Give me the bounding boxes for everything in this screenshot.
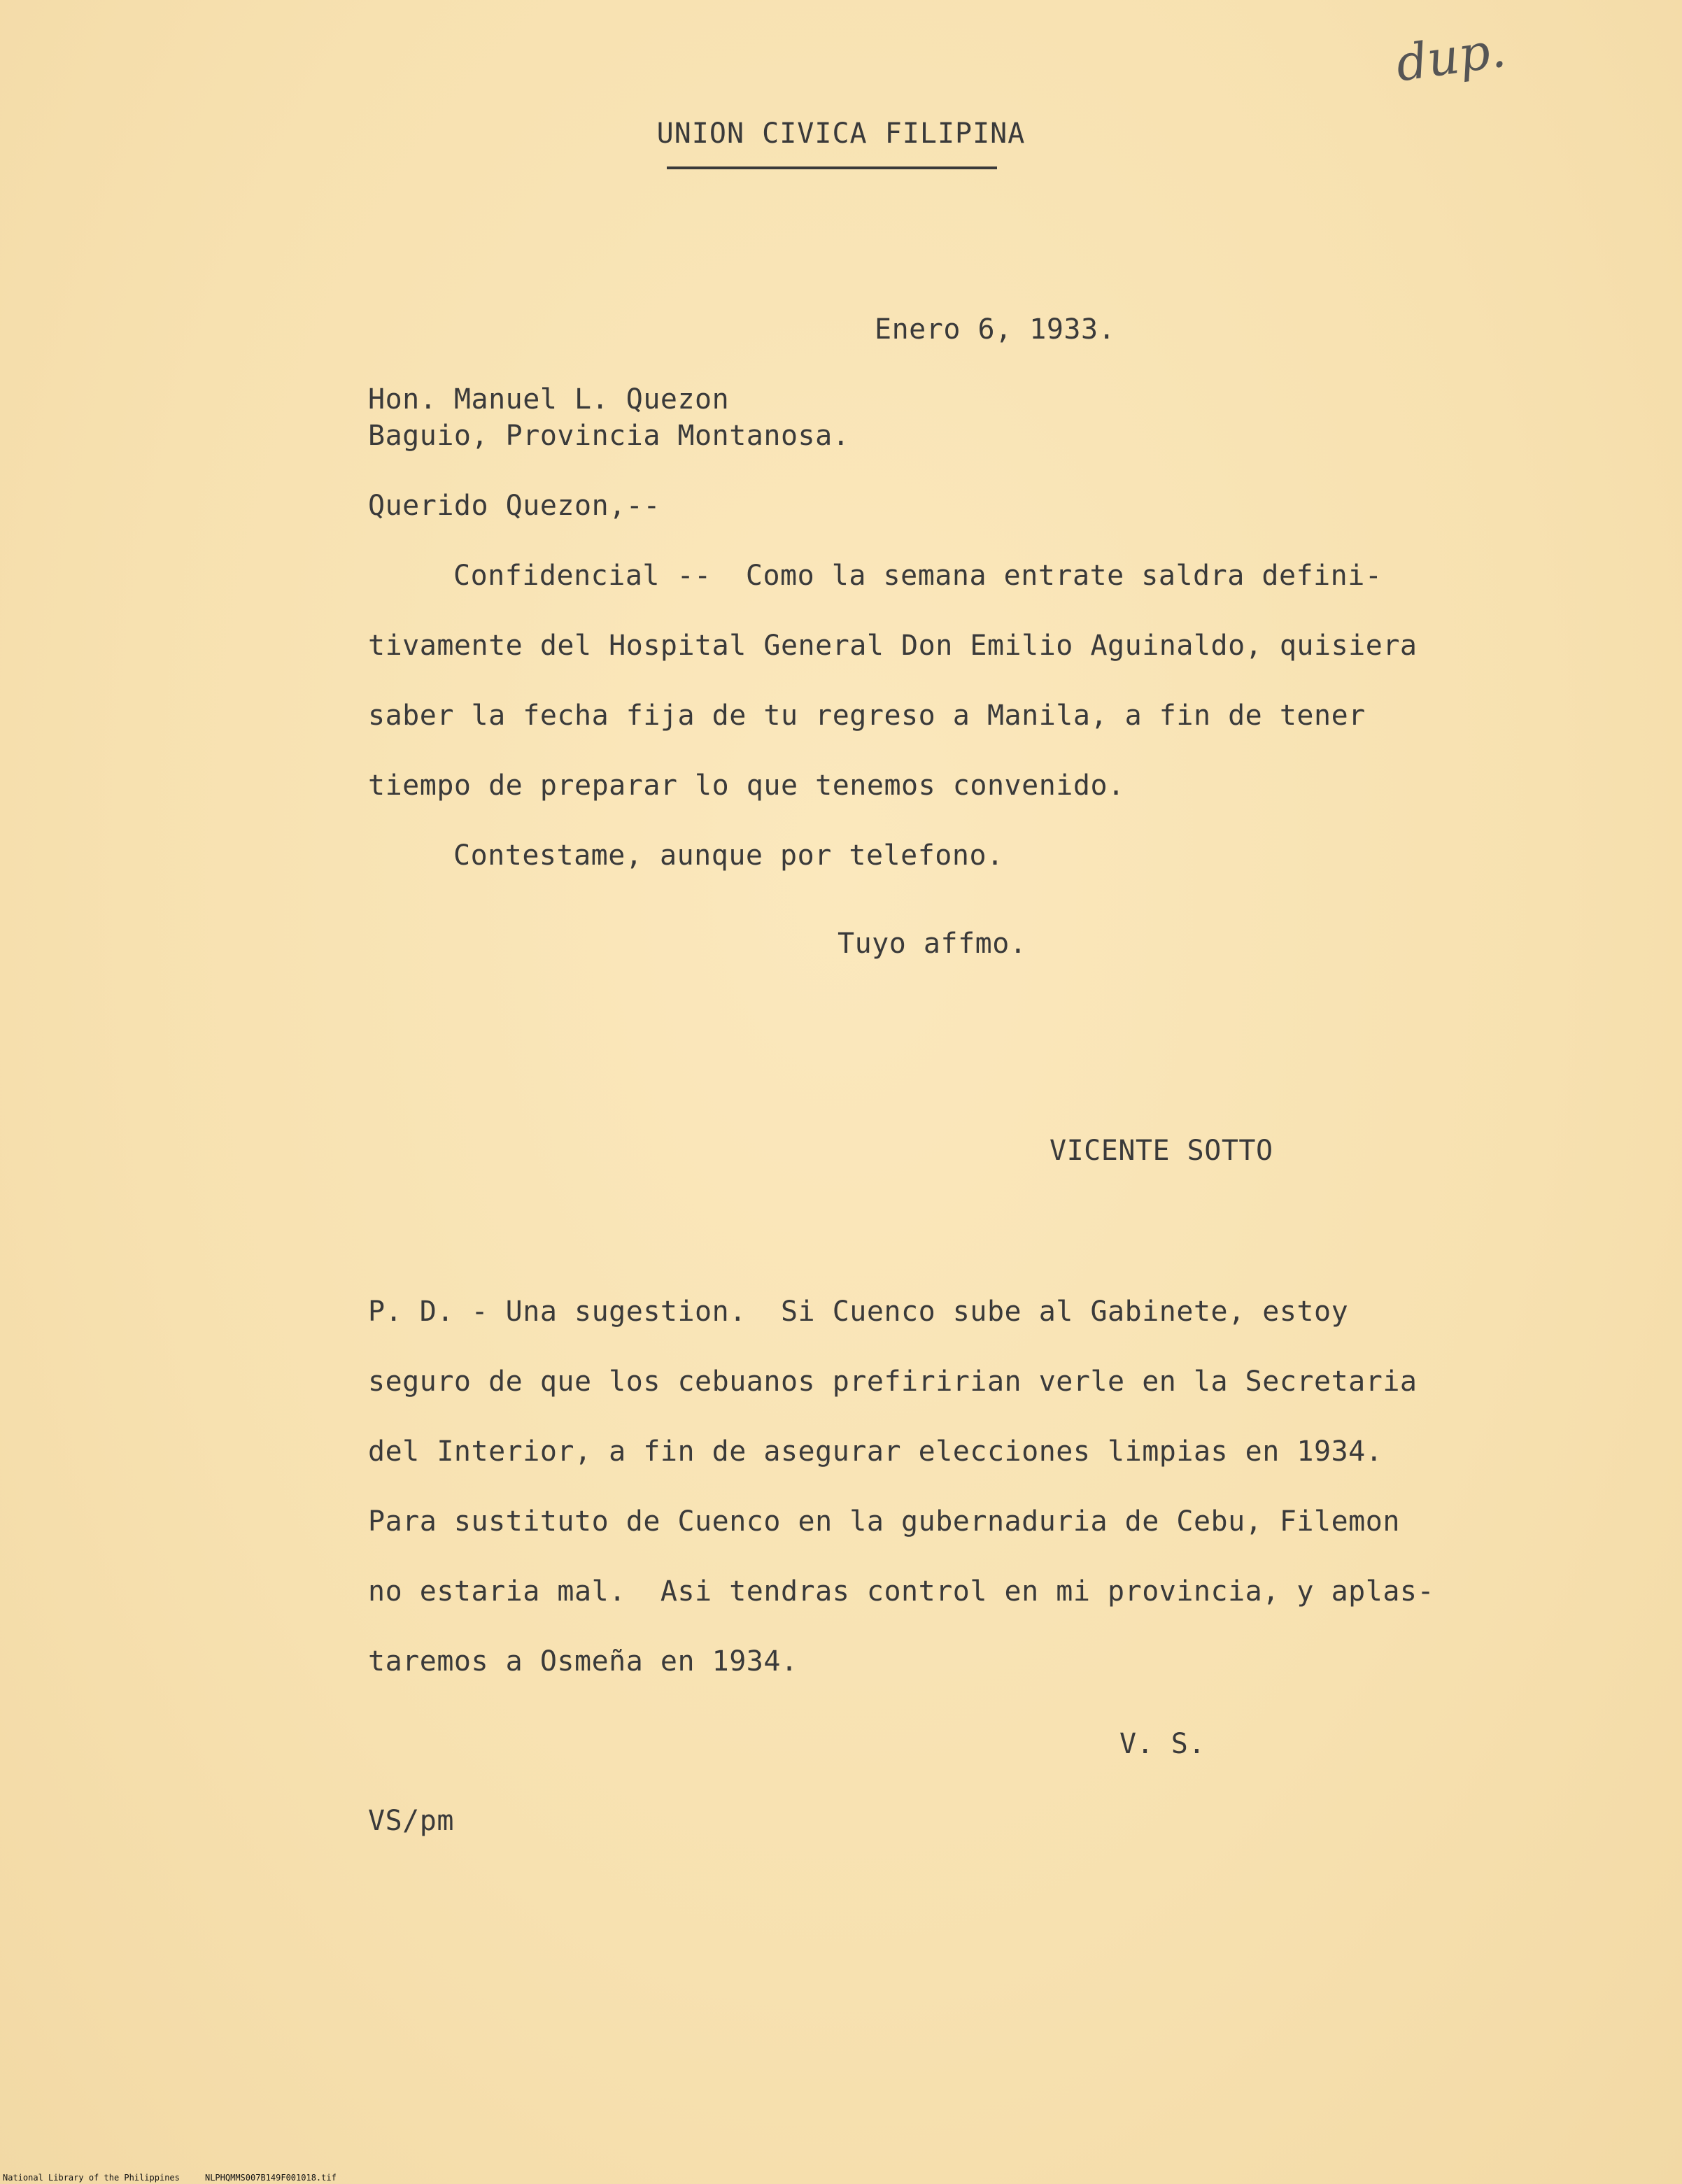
letterhead-rule (667, 166, 997, 169)
salutation: Querido Quezon,-- (368, 490, 660, 522)
recipient-name: Hon. Manuel L. Quezon (368, 383, 730, 416)
postscript-initials: V. S. (1119, 1728, 1206, 1760)
postscript-line-1: P. D. - Una sugestion. Si Cuenco sube al Gabinete, estoy (368, 1296, 1349, 1328)
reference-initials: VS/pm (368, 1805, 454, 1837)
postscript-line-5: no estaria mal. Asi tendras control en mi provincia, y aplas- (368, 1575, 1435, 1608)
signature-name: VICENTE SOTTO (1050, 1135, 1273, 1167)
letter-date: Enero 6, 1933. (875, 313, 1116, 346)
body-line-4: tiempo de preparar lo que tenemos convenido. (368, 770, 1125, 802)
body-line-2: tivamente del Hospital General Don Emilio Aguinaldo, quisiera (368, 630, 1418, 662)
postscript-line-2: seguro de que los cebuanos prefiririan verle en la Secretaria (368, 1366, 1418, 1398)
letterhead-title: UNION CIVICA FILIPINA (656, 118, 1026, 150)
body-paragraph-2: Contestame, aunque por telefono. (453, 839, 1004, 872)
recipient-address: Baguio, Provincia Montanosa. (368, 420, 850, 452)
postscript-line-3: del Interior, a fin de asegurar elecciones limpias en 1934. (368, 1435, 1383, 1468)
postscript-line-6: taremos a Osmeña en 1934. (368, 1645, 798, 1678)
archive-footer: National Library of the Philippines NLPHQMMS007B149F001018.tif (3, 2173, 337, 2183)
closing: Tuyo affmo. (838, 928, 1027, 960)
body-line-1: Confidencial -- Como la semana entrate saldra defini- (453, 560, 1383, 592)
body-line-3: saber la fecha fija de tu regreso a Manila, a fin de tener (368, 700, 1366, 732)
handwritten-annotation: dup. (1392, 20, 1509, 93)
postscript-line-4: Para sustituto de Cuenco en la gubernaduria de Cebu, Filemon (368, 1505, 1400, 1538)
